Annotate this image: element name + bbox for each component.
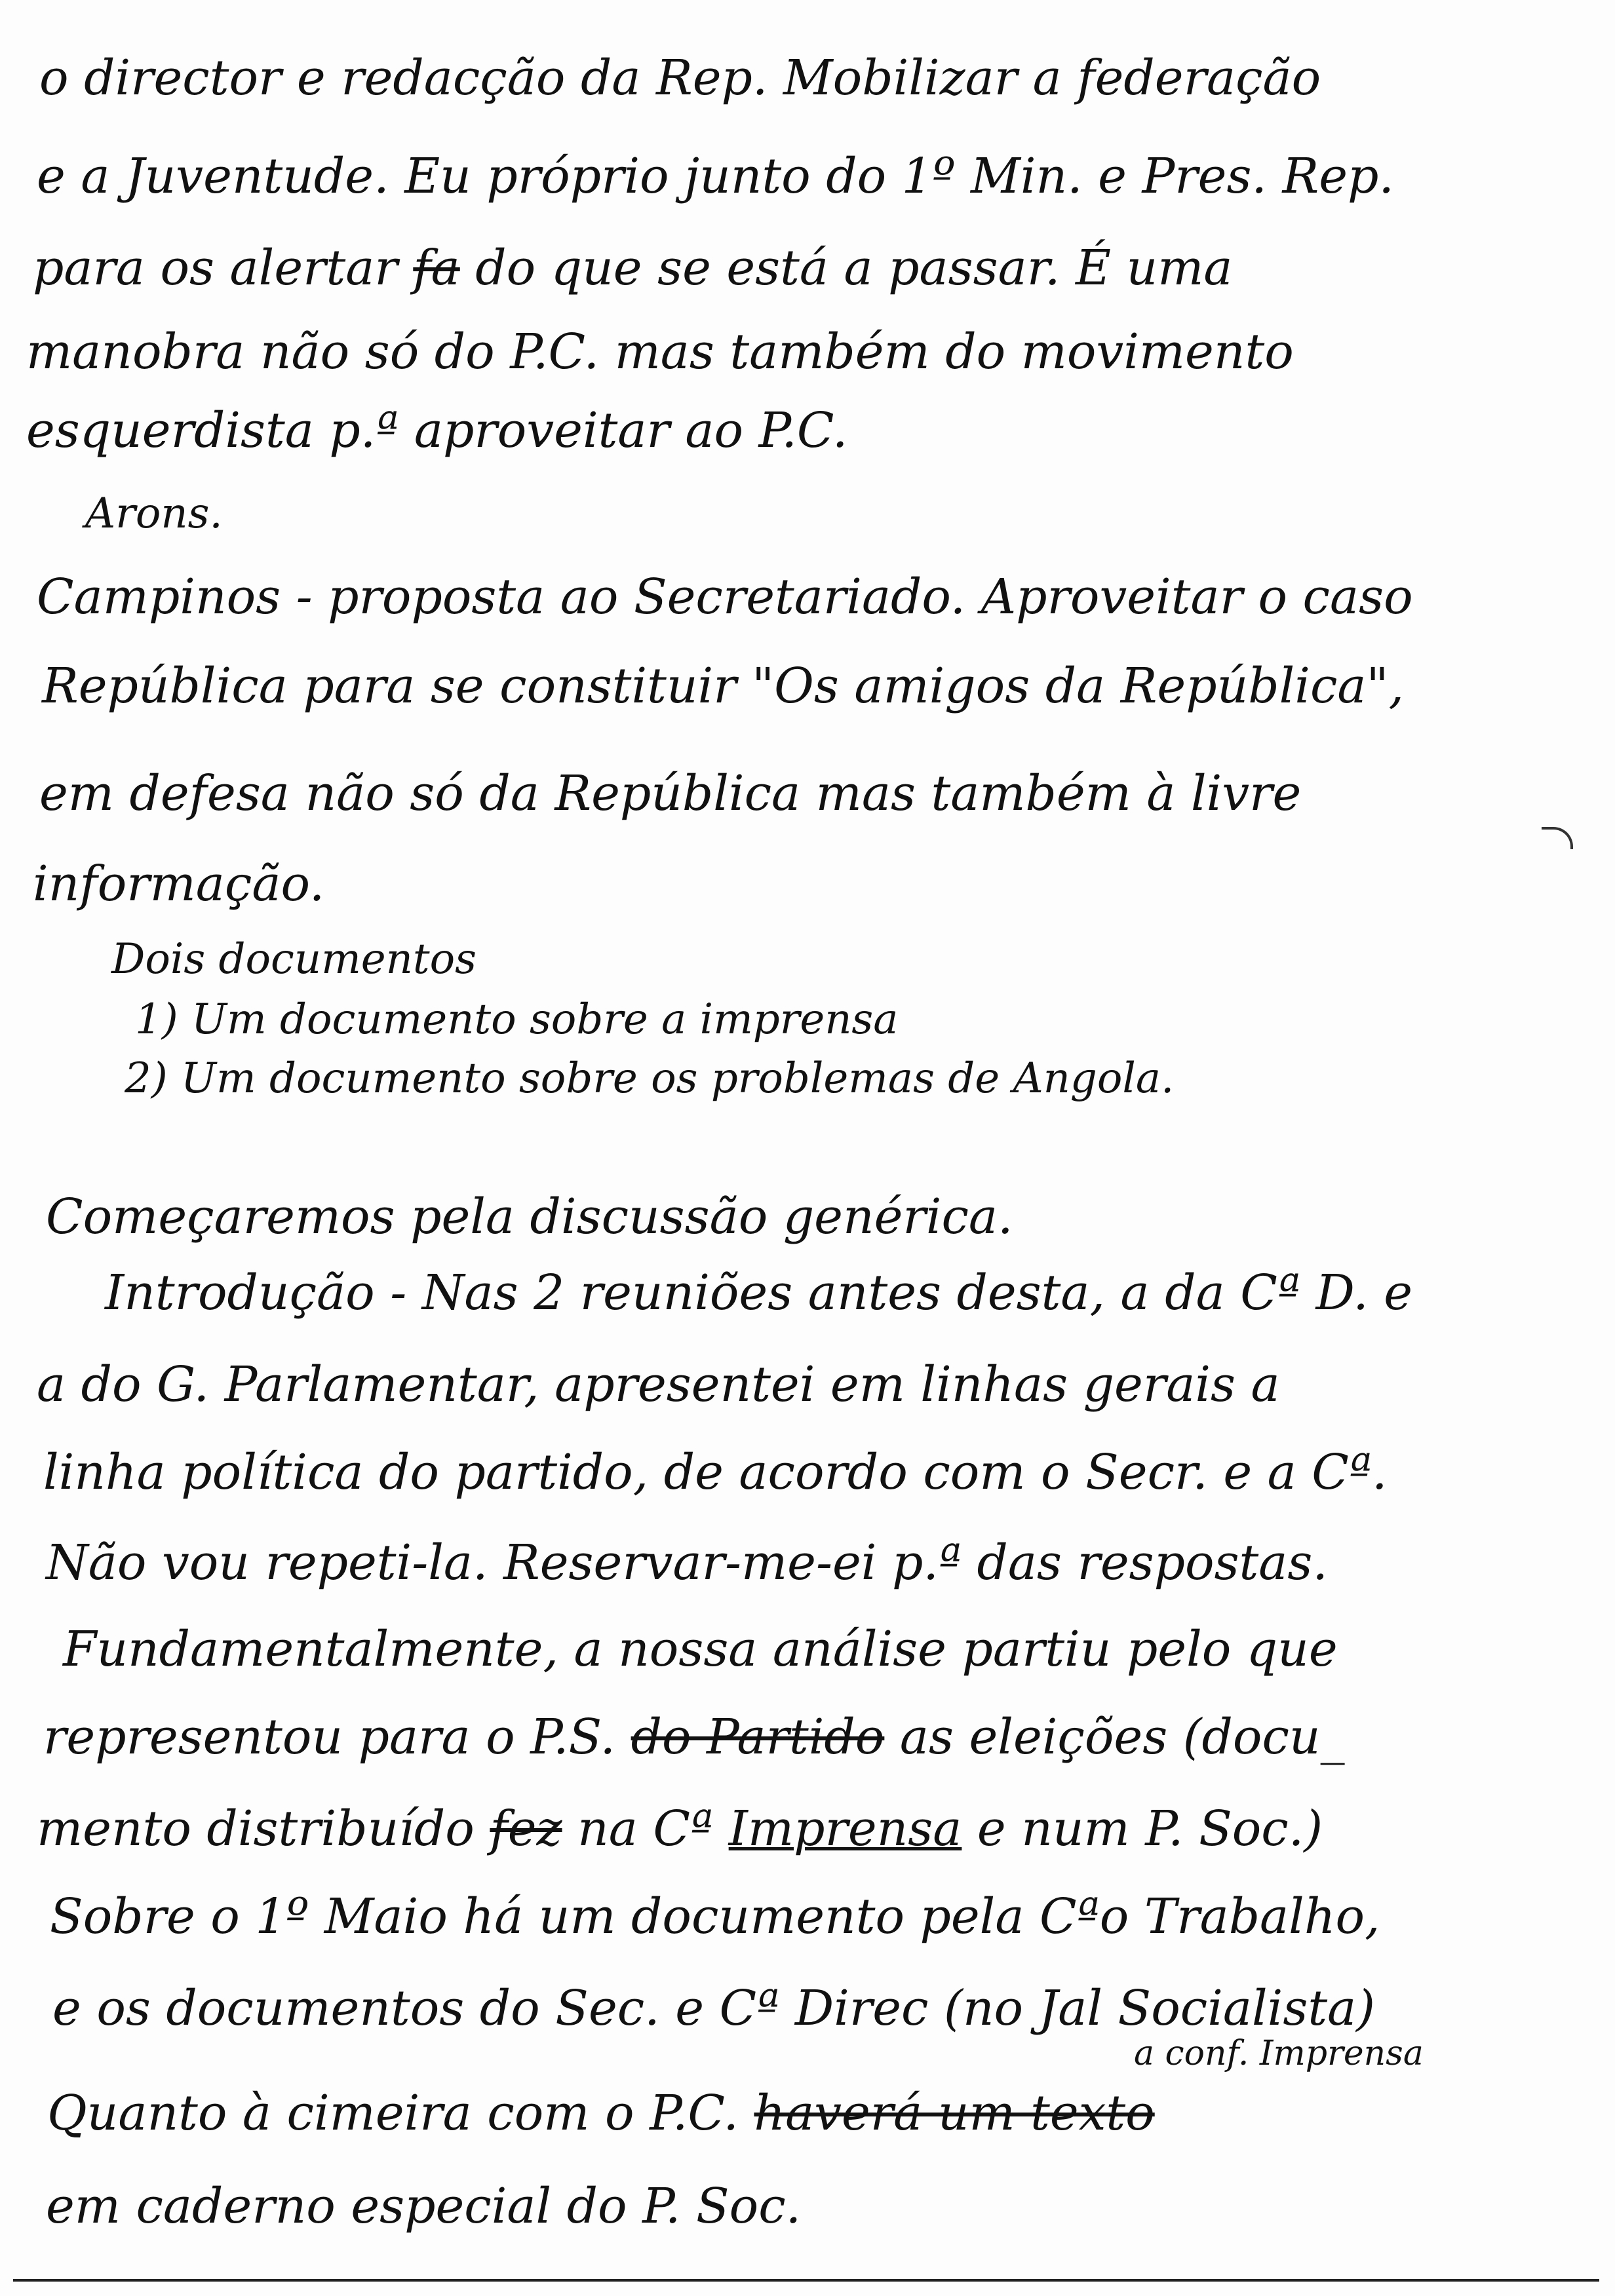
text-line-24-part-a: Quanto à cimeira com o P.C. — [47, 2085, 754, 2141]
text-line-11: Dois documentos — [111, 935, 477, 984]
text-line-14: Começaremos pela discussão genérica. — [46, 1189, 1013, 1245]
text-line-4: manobra não só do P.C. mas também do movimento — [26, 324, 1294, 380]
text-line-13: 2) Um documento sobre os problemas de Angola. — [125, 1054, 1175, 1103]
text-line-3-part-a: para os alertar — [33, 240, 414, 296]
text-line-3-part-b: do que se está a passar. É uma — [459, 240, 1233, 296]
underlined-text-line-21: Imprensa — [728, 1801, 962, 1857]
text-line-23: e os documentos do Sec. e Cª Direc (no Jal Socialista) — [52, 1980, 1376, 2037]
text-line-12: 1) Um documento sobre a imprensa — [135, 995, 899, 1044]
text-line-8: República para se constituir "Os amigos da República", — [42, 658, 1405, 714]
margin-mark — [1542, 827, 1573, 849]
text-line-21-part-a: mento distribuído — [37, 1801, 490, 1857]
text-line-2: e a Juventude. Eu próprio junto do 1º Min. e Pres. Rep. — [37, 148, 1394, 204]
struck-text-line-3: fa — [413, 240, 460, 296]
text-line-22: Sobre o 1º Maio há um documento pela Cªo Trabalho, — [50, 1888, 1380, 1945]
text-line-21-part-b: na Cª — [562, 1801, 729, 1857]
text-line-19: Fundamentalmente, a nossa análise partiu pelo que — [63, 1621, 1338, 1677]
text-line-15: Introdução - Nas 2 reuniões antes desta, a da Cª D. e — [105, 1265, 1413, 1321]
text-line-17: linha política do partido, de acordo com o Secr. e a Cª. — [43, 1444, 1388, 1501]
text-line-10: informação. — [33, 856, 325, 912]
text-line-9: em defesa não só da República mas também à livre — [39, 765, 1302, 822]
struck-text-line-24: haverá um texto — [754, 2085, 1155, 2141]
text-line-3 — [33, 240, 1233, 296]
struck-text-line-21: fez — [490, 1801, 562, 1857]
text-line-21-part-c: e num P. Soc.) — [962, 1801, 1323, 1857]
text-line-24 — [47, 2085, 1155, 2141]
text-line-6: Arons. — [85, 489, 223, 538]
text-line-7: Campinos - proposta ao Secretariado. Aproveitar o caso — [37, 569, 1413, 625]
text-line-20 — [43, 1709, 1345, 1765]
page-bottom-edge — [13, 2279, 1599, 2282]
inserted-note: a conf. Imprensa — [1134, 2034, 1424, 2073]
text-line-1: o director e redacção da Rep. Mobilizar a federação — [39, 50, 1321, 106]
text-line-21 — [37, 1801, 1323, 1857]
text-line-18: Não vou repeti-la. Reservar-me-ei p.ª das respostas. — [46, 1535, 1328, 1591]
text-line-16: a do G. Parlamentar, apresentei em linhas gerais a — [37, 1356, 1280, 1413]
text-line-25: em caderno especial do P. Soc. — [46, 2178, 802, 2234]
text-line-5: esquerdista p.ª aproveitar ao P.C. — [26, 402, 848, 459]
text-line-20-part-a: representou para o P.S. — [43, 1709, 631, 1765]
text-line-20-part-b: as eleições (docu_ — [884, 1709, 1345, 1765]
struck-text-line-20: do Partido — [631, 1709, 885, 1765]
